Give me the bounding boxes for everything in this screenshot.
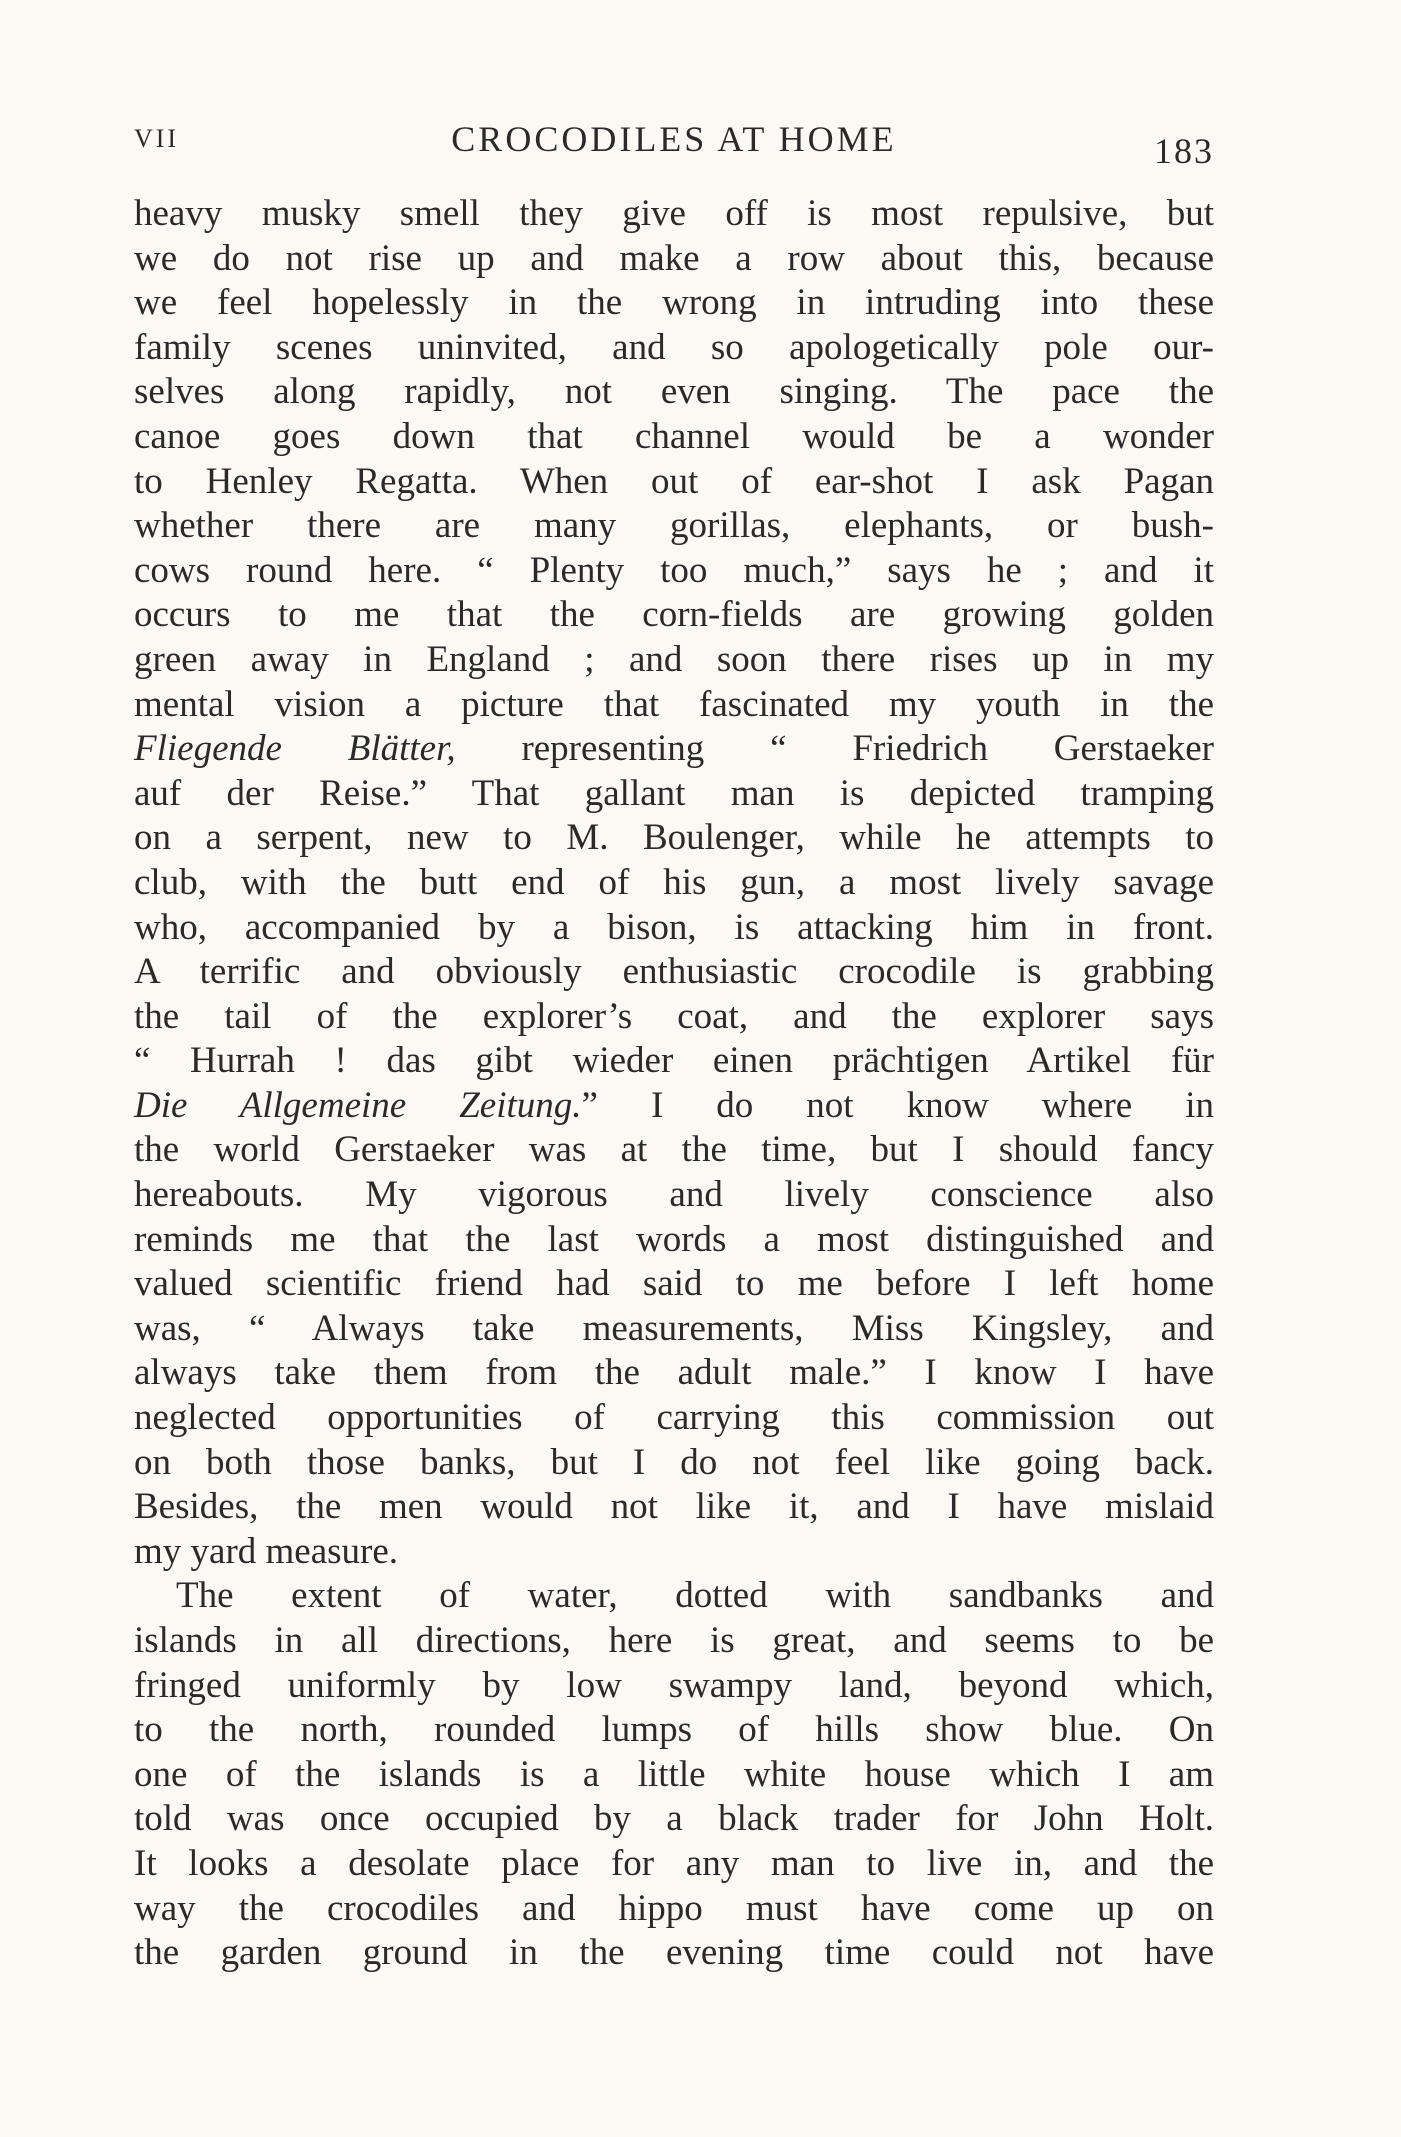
text-line: “ Hurrah ! das gibt wieder einen prächtigen Artikel für bbox=[134, 1040, 1214, 1082]
text-line: fringed uniformly by low swampy land, beyond which, bbox=[134, 1664, 1214, 1706]
text-line: on a serpent, new to M. Boulenger, while he attempts to bbox=[134, 817, 1214, 859]
text-line: on both those banks, but I do not feel like going back. bbox=[134, 1441, 1214, 1483]
text-line: to the north, rounded lumps of hills show blue. On bbox=[134, 1709, 1214, 1751]
text-line: always take them from the adult male.” I know I have bbox=[134, 1352, 1214, 1394]
text-line bbox=[134, 1084, 1214, 1129]
text-line: green away in England ; and soon there rises up in my bbox=[134, 638, 1214, 680]
text-line: to Henley Regatta. When out of ear-shot I ask Pagan bbox=[134, 460, 1214, 502]
text-run: ” I do not know where in bbox=[581, 1084, 1214, 1126]
text-line: whether there are many gorillas, elephants, or bush- bbox=[134, 505, 1214, 547]
chapter-number: VII bbox=[134, 124, 180, 153]
text-line: the world Gerstaeker was at the time, but I should fancy bbox=[134, 1129, 1214, 1171]
text-line: cows round here. “ Plenty too much,” says he ; and it bbox=[134, 549, 1214, 591]
text-line: was, “ Always take measurements, Miss Kingsley, and bbox=[134, 1307, 1214, 1349]
text-line: who, accompanied by a bison, is attacking him in front. bbox=[134, 906, 1214, 948]
page-number: 183 bbox=[1154, 131, 1214, 171]
text-line: selves along rapidly, not even singing. The pace the bbox=[134, 371, 1214, 413]
text-line: way the crocodiles and hippo must have come up on bbox=[134, 1887, 1214, 1929]
text-line: hereabouts. My vigorous and lively conscience also bbox=[134, 1174, 1214, 1216]
text-line: valued scientific friend had said to me before I left home bbox=[134, 1263, 1214, 1305]
text-line: club, with the butt end of his gun, a most lively savage bbox=[134, 861, 1214, 903]
text-line: we feel hopelessly in the wrong in intruding into these bbox=[134, 282, 1214, 324]
text-line: the tail of the explorer’s coat, and the explorer says bbox=[134, 995, 1214, 1037]
text-line: told was once occupied by a black trader for John Holt. bbox=[134, 1798, 1214, 1840]
text-run: representing “ Friedrich Gerstaeker bbox=[455, 728, 1214, 770]
text-line: the garden ground in the evening time could not have bbox=[134, 1932, 1214, 1974]
text-line: A terrific and obviously enthusiastic crocodile is grabbing bbox=[134, 951, 1214, 993]
text-line: auf der Reise.” That gallant man is depicted tramping bbox=[134, 772, 1214, 814]
paragraph-end-line: my yard measure. bbox=[134, 1530, 399, 1572]
text-line: we do not rise up and make a row about this, because bbox=[134, 237, 1214, 279]
text-line: Besides, the men would not like it, and I have mislaid bbox=[134, 1486, 1214, 1528]
italic-title-allgemeine-zeitung: Die Allgemeine Zeitung. bbox=[134, 1084, 582, 1126]
text-line: one of the islands is a little white house which I am bbox=[134, 1753, 1214, 1795]
running-head bbox=[134, 118, 1214, 178]
chapter-title: CROCODILES AT HOME bbox=[451, 119, 897, 159]
text-line: It looks a desolate place for any man to live in, and the bbox=[134, 1842, 1214, 1884]
text-line: neglected opportunities of carrying this commission out bbox=[134, 1397, 1214, 1439]
body-text bbox=[134, 192, 1214, 1976]
text-line: heavy musky smell they give off is most repulsive, but bbox=[134, 193, 1214, 234]
text-line bbox=[134, 727, 1214, 772]
text-line: family scenes uninvited, and so apologetically pole our- bbox=[134, 326, 1214, 368]
text-line: canoe goes down that channel would be a wonder bbox=[134, 415, 1214, 457]
text-line: mental vision a picture that fascinated my youth in the bbox=[134, 683, 1214, 725]
text-line: occurs to me that the corn-fields are growing golden bbox=[134, 594, 1214, 636]
paragraph-start-line: The extent of water, dotted with sandbanks and bbox=[176, 1575, 1214, 1617]
text-line: reminds me that the last words a most distinguished and bbox=[134, 1218, 1214, 1260]
italic-title-fliegende-blatter: Fliegende Blätter, bbox=[134, 728, 456, 770]
text-line: islands in all directions, here is great, and seems to be bbox=[134, 1620, 1214, 1661]
